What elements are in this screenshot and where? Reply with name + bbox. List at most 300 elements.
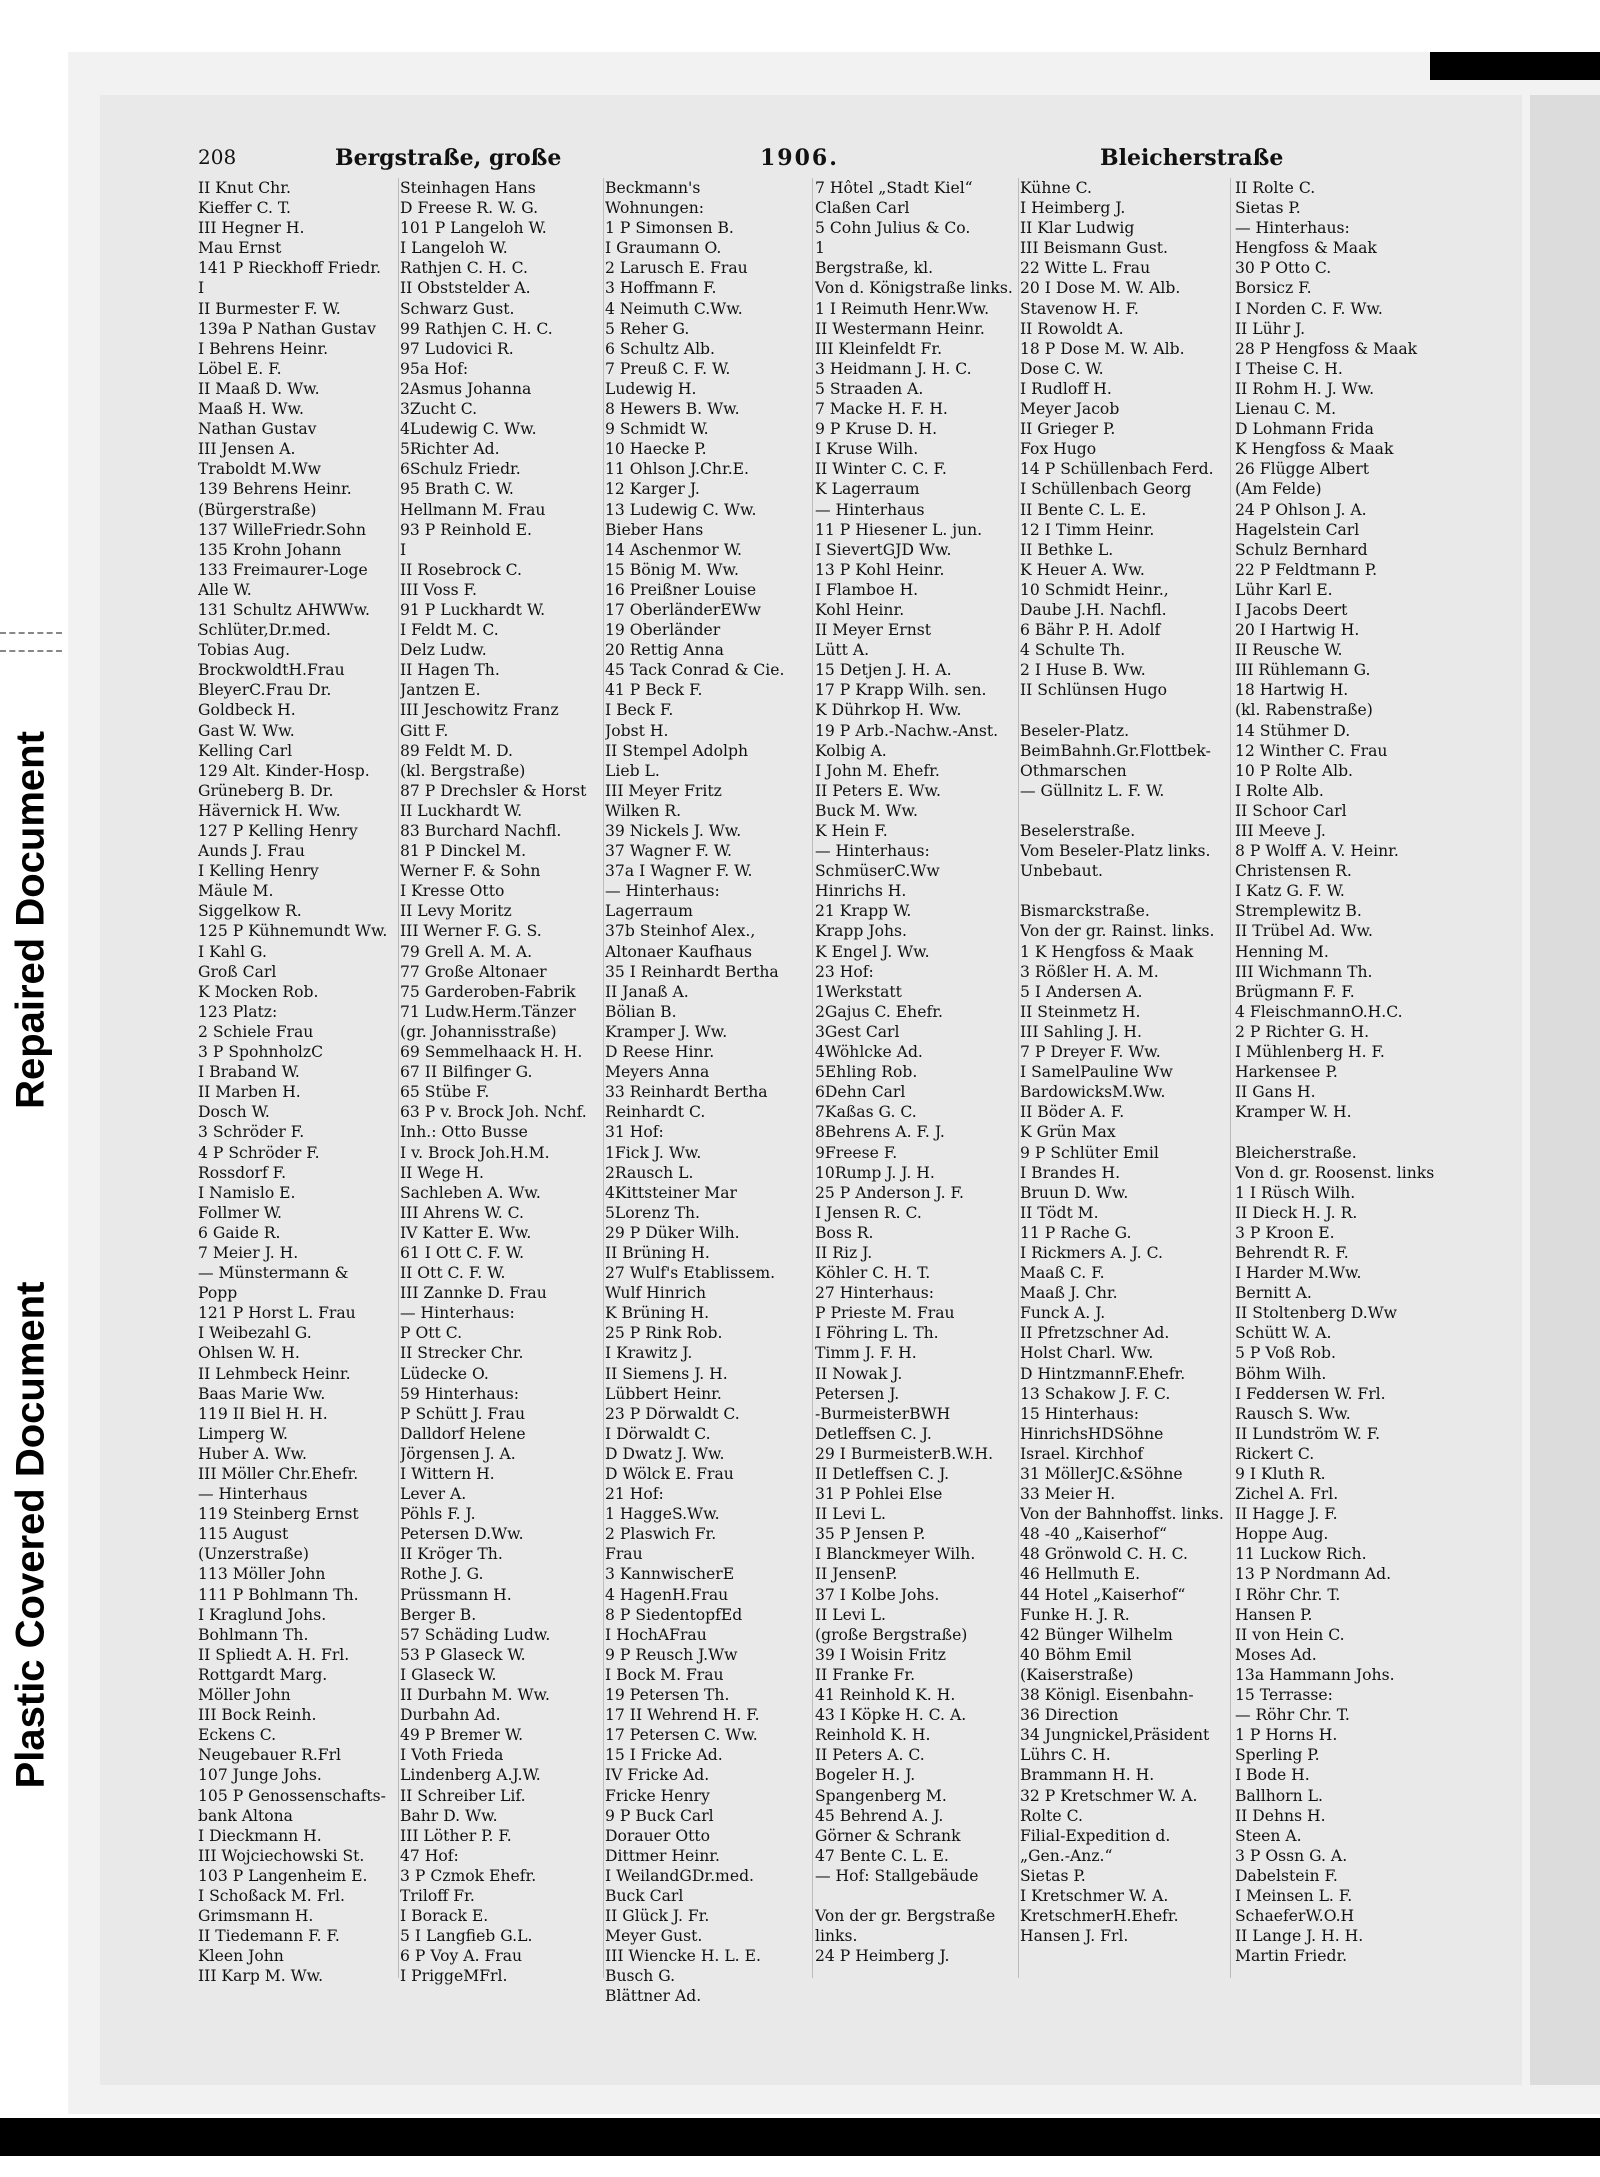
directory-entry: 79 Grell A. M. A.: [400, 942, 533, 961]
directory-entry: II Peters A. C.: [815, 1746, 925, 1765]
directory-entry: 9 I Kluth R.: [1235, 1465, 1326, 1483]
directory-entry: II Strecker Chr.: [400, 1344, 524, 1363]
directory-entry: 43 I Köpke H. C. A.: [815, 1706, 967, 1725]
directory-entry: 29 P Düker Wilh.: [605, 1223, 740, 1242]
directory-entry: Popp: [198, 1284, 238, 1303]
directory-entry: I Blanckmeyer Wilh.: [815, 1545, 976, 1564]
directory-entry: Lieb L.: [605, 761, 660, 780]
directory-entry: 19 Oberländer: [605, 621, 721, 640]
directory-entry: 7 P Dreyer F. Ww.: [1020, 1043, 1161, 1062]
directory-entry: Hansen P.: [1235, 1605, 1313, 1624]
directory-entry: 2Asmus Johanna: [400, 379, 532, 398]
directory-entry: Meyer Jacob: [1020, 400, 1120, 419]
directory-entry: 101 P Langeloh W.: [400, 219, 547, 238]
sidebar-separator: [0, 650, 62, 652]
directory-entry: Claßen Carl: [815, 199, 910, 218]
directory-entry: Detleffsen C. J.: [815, 1424, 932, 1443]
directory-entry: III Kleinfeldt Fr.: [815, 339, 943, 358]
directory-entry: II Maaß D. Ww.: [198, 379, 320, 398]
directory-entry: I Meinsen L. F.: [1235, 1886, 1353, 1905]
directory-entry: I Schüllenbach Georg: [1020, 480, 1192, 499]
directory-entry: I Heimberg J.: [1020, 199, 1126, 218]
directory-entry: Löbel E. F.: [198, 359, 282, 378]
directory-entry: II Winter C. C. F.: [815, 460, 947, 479]
directory-entry: 57 Schäding Ludw.: [400, 1625, 551, 1644]
directory-entry: — Hinterhaus: [198, 1485, 308, 1504]
directory-entry: I Jacobs Deert: [1235, 600, 1348, 619]
directory-entry: Kieffer C. T.: [198, 199, 291, 218]
directory-entry: 17 Petersen C. Ww.: [605, 1726, 758, 1745]
directory-entry: III Zannke D. Frau: [400, 1284, 547, 1303]
directory-entry: Schütt W. A.: [1235, 1324, 1332, 1343]
directory-entry: II Ott C. F. W.: [400, 1264, 506, 1283]
directory-entry: 7 Preuß C. F. W.: [605, 359, 731, 378]
directory-entry: 95a Hof:: [400, 359, 469, 378]
directory-entry: Berger B.: [400, 1605, 477, 1624]
directory-entry: Lever A.: [400, 1485, 467, 1504]
directory-entry: Bismarckstraße.: [1020, 902, 1150, 921]
directory-entry: Dose C. W.: [1020, 359, 1104, 378]
directory-entry: Bölian B.: [605, 1002, 677, 1021]
directory-entry: II Böder A. F.: [1020, 1103, 1125, 1122]
directory-entry: 2 Larusch E. Frau: [605, 259, 748, 278]
directory-entry: III Karp M. Ww.: [198, 1967, 324, 1986]
directory-entry: 41 P Beck F.: [605, 681, 703, 700]
directory-entry: II Tödt M.: [1020, 1203, 1099, 1222]
directory-entry: II Detleffsen C. J.: [815, 1465, 950, 1483]
directory-entry: 14 Aschenmor W.: [605, 540, 742, 559]
directory-entry: II Reusche W.: [1235, 641, 1343, 660]
directory-entry: HinrichsHDSöhne: [1020, 1424, 1164, 1443]
directory-entry: Kohl Heinr.: [815, 600, 905, 619]
directory-entry: 1 I Reimuth Henr.Ww.: [815, 299, 990, 318]
directory-entry: Behrendt R. F.: [1235, 1243, 1349, 1262]
directory-entry: III Wiencke H. L. E.: [605, 1947, 761, 1966]
directory-entry: III Jensen A.: [198, 440, 296, 459]
directory-entry: II Pfretzschner Ad.: [1020, 1324, 1170, 1343]
directory-entry: Boss R.: [815, 1223, 874, 1242]
directory-entry: Bogeler H. J.: [815, 1766, 916, 1785]
directory-entry: II Tiedemann F. F.: [198, 1927, 340, 1946]
directory-entry: 35 P Jensen P.: [815, 1525, 926, 1544]
directory-entry: II Bethke L.: [1020, 540, 1114, 559]
directory-entry: 5Lorenz Th.: [605, 1203, 700, 1222]
directory-entry: P Schütt J. Frau: [400, 1404, 526, 1423]
directory-entry: 12 Winther C. Frau: [1235, 741, 1388, 760]
directory-entry: II Schoor Carl: [1235, 801, 1347, 820]
directory-entry: I Föhring L. Th.: [815, 1324, 939, 1343]
directory-entry: I Rolte Alb.: [1235, 781, 1324, 800]
directory-entry: 45 Tack Conrad & Cie.: [605, 661, 785, 680]
directory-entry: -BurmeisterBWH: [815, 1404, 951, 1423]
directory-entry: 2 P Richter G. H.: [1235, 1022, 1370, 1041]
directory-entry: 9 P Reusch J.Ww: [605, 1645, 738, 1664]
directory-entry: Lübbert Heinr.: [605, 1384, 722, 1403]
directory-entry: II Rowoldt A.: [1020, 319, 1124, 338]
plastic-covered-label: Plastic Covered Document: [8, 1281, 53, 1789]
directory-entry: Huber A. Ww.: [198, 1444, 307, 1463]
directory-entry: K Engel J. Ww.: [815, 942, 930, 961]
directory-entry: 24 P Heimberg J.: [815, 1947, 950, 1966]
directory-entry: Beseler-Platz.: [1020, 721, 1130, 740]
directory-entry: K Dührkop H. Ww.: [815, 701, 962, 720]
directory-entry: 69 Semmelhaack H. H.: [400, 1043, 583, 1062]
directory-entry: Sachleben A. Ww.: [400, 1183, 541, 1202]
directory-entry: III Meeve J.: [1235, 822, 1326, 840]
directory-entry: Rausch S. Ww.: [1235, 1404, 1351, 1423]
directory-entry: 18 P Dose M. W. Alb.: [1020, 339, 1185, 358]
directory-entry: Mäule M.: [198, 882, 274, 901]
directory-entry: 139a P Nathan Gustav: [198, 319, 376, 338]
directory-entry: 26 Flügge Albert: [1235, 460, 1369, 479]
directory-entry: 135 Krohn Johann: [198, 540, 342, 559]
directory-entry: 39 Nickels J. Ww.: [605, 822, 742, 840]
directory-entry: I Voth Frieda: [400, 1746, 504, 1765]
directory-entry: 15 Terrasse:: [1235, 1686, 1333, 1705]
directory-entry: IV Fricke Ad.: [605, 1766, 710, 1785]
directory-entry: Zichel A. Frl.: [1235, 1485, 1339, 1504]
directory-entry: 3 P Kroon E.: [1235, 1223, 1335, 1242]
directory-entry: 18 Hartwig H.: [1235, 681, 1349, 700]
directory-entry: II Hagge J. F.: [1235, 1505, 1338, 1524]
directory-entry: 13 Ludewig C. Ww.: [605, 500, 757, 519]
directory-entry: Kelling Carl: [198, 741, 293, 760]
directory-entry: 3 P SpohnholzC: [198, 1043, 324, 1062]
directory-entry: I Kraglund Johs.: [198, 1605, 327, 1624]
directory-entry: Groß Carl: [198, 962, 277, 981]
directory-entry: II Luckhardt W.: [400, 801, 523, 820]
directory-entry: Kramper J. Ww.: [605, 1022, 728, 1041]
directory-entry: I Behrens Heinr.: [198, 339, 329, 358]
directory-entry: I Mühlenberg H. F.: [1235, 1043, 1385, 1062]
directory-entry: I WeilandGDr.med.: [605, 1866, 755, 1885]
directory-entry: 11 P Hiesener L. jun.: [815, 520, 983, 539]
directory-entry: Krapp Johs.: [815, 922, 907, 941]
directory-entry: 7 Meier J. H.: [198, 1243, 299, 1262]
directory-entry: 37 I Kolbe Johs.: [815, 1585, 940, 1604]
directory-entry: 89 Feldt M. D.: [400, 741, 513, 760]
directory-entry: 141 P Rieckhoff Friedr.: [198, 259, 381, 278]
directory-entry: I Beck F.: [605, 701, 674, 720]
directory-entry: — Röhr Chr. T.: [1235, 1706, 1350, 1725]
directory-entry: 20 I Dose M. W. Alb.: [1020, 279, 1181, 298]
directory-entry: Altonaer Kaufhaus: [605, 942, 753, 961]
directory-entry: I Feldt M. C.: [400, 621, 499, 640]
directory-entry: — Hof: Stallgebäude: [815, 1866, 979, 1885]
directory-entry: II Obststelder A.: [400, 279, 531, 298]
directory-entry: Maaß H. Ww.: [198, 400, 304, 419]
directory-entry: 2 I Huse B. Ww.: [1020, 661, 1146, 680]
directory-entry: 10 P Rolte Alb.: [1235, 761, 1354, 780]
directory-entry: Hengfoss & Maak: [1235, 239, 1377, 258]
directory-entry: — Hinterhaus: [815, 500, 925, 519]
directory-entry: Fox Hugo: [1020, 440, 1097, 459]
directory-entry: 2 Schiele Frau: [198, 1022, 314, 1041]
directory-entry: 19 Petersen Th.: [605, 1686, 730, 1705]
directory-entry: 9 Schmidt W.: [605, 420, 709, 439]
directory-entry: Filial-Expedition d.: [1020, 1826, 1171, 1845]
directory-entry: Durbahn Ad.: [400, 1706, 501, 1725]
directory-entry: Hoppe Aug.: [1235, 1525, 1329, 1544]
directory-entry: Daube J.H. Nachfl.: [1020, 600, 1167, 619]
directory-entry: „Gen.-Anz.“: [1020, 1846, 1113, 1865]
directory-entry: Buck Carl: [605, 1886, 684, 1905]
directory-entry: 17 P Krapp Wilh. sen.: [815, 681, 987, 700]
directory-entry: 5 I Langfieb G.L.: [400, 1927, 533, 1946]
directory-entry: I PriggeMFrl.: [400, 1967, 508, 1986]
directory-entry: 10 Haecke P.: [605, 440, 707, 459]
directory-entry: 14 Stühmer D.: [1235, 721, 1351, 740]
directory-entry: Othmarschen: [1020, 761, 1127, 780]
directory-entry: I Rickmers A. J. C.: [1020, 1243, 1163, 1262]
directory-entry: 8Behrens A. F. J.: [815, 1123, 945, 1142]
directory-entry: I v. Brock Joh.H.M.: [400, 1143, 550, 1162]
directory-entry: 3 Rößler H. A. M.: [1020, 962, 1159, 981]
directory-entry: Beckmann's: [605, 179, 701, 197]
directory-entry: III Löther P. F.: [400, 1826, 512, 1845]
directory-entry: Jörgensen J. A.: [400, 1444, 516, 1463]
directory-entry: Busch G.: [605, 1967, 676, 1986]
directory-entry: I Flamboe H.: [815, 580, 919, 599]
directory-entry: 34 Jungnickel,Präsident: [1020, 1726, 1210, 1745]
directory-entry: Von der gr. Bergstraße: [815, 1907, 996, 1926]
header-left-title: Bergstraße, große: [335, 145, 562, 171]
directory-entry: 9 P Kruse D. H.: [815, 420, 938, 439]
directory-entry: K Hengfoss & Maak: [1235, 440, 1394, 459]
directory-entry: 35 I Reinhardt Bertha: [605, 962, 779, 981]
directory-entry: bank Altona: [198, 1806, 293, 1825]
directory-entry: 4 HagenH.Frau: [605, 1585, 729, 1604]
directory-entry: Bergstraße, kl.: [815, 259, 934, 278]
directory-entry: III Beismann Gust.: [1020, 239, 1168, 258]
directory-entry: BeimBahnh.Gr.Flottbek-: [1020, 741, 1211, 760]
directory-entry: II Glück J. Fr.: [605, 1907, 710, 1926]
directory-entry: II Westermann Heinr.: [815, 319, 985, 338]
directory-entry: II Trübel Ad. Ww.: [1235, 922, 1373, 941]
directory-entry: Maaß J. Chr.: [1020, 1284, 1118, 1303]
directory-entry: 44 Hotel „Kaiserhof“: [1020, 1585, 1186, 1604]
directory-entry: Israel. Kirchhof: [1020, 1444, 1144, 1463]
directory-entry: 75 Garderoben-Fabrik: [400, 982, 576, 1001]
directory-entry: III Wichmann Th.: [1235, 962, 1373, 981]
directory-entry: 5 Straaden A.: [815, 379, 924, 398]
directory-entry: 4 FleischmannO.H.C.: [1235, 1002, 1403, 1021]
directory-entry: Von d. gr. Roosenst. links: [1235, 1163, 1435, 1182]
directory-entry: Wilken R.: [605, 801, 682, 820]
directory-entry: — Münstermann &: [198, 1264, 349, 1283]
directory-entry: Rolte C.: [1020, 1806, 1083, 1825]
directory-entry: I Borack E.: [400, 1907, 489, 1926]
directory-entry: [1020, 700, 1226, 720]
directory-entry: 81 P Dinckel M.: [400, 842, 527, 861]
directory-entry: Bohlmann Th.: [198, 1625, 309, 1644]
directory-entry: 22 Witte L. Frau: [1020, 259, 1151, 278]
directory-entry: 1 HaggeS.Ww.: [605, 1505, 720, 1524]
directory-entry: II Steinmetz H.: [1020, 1002, 1141, 1021]
directory-entry: II Rohm H. J. Ww.: [1235, 379, 1375, 398]
directory-entry: 77 Große Altonaer: [400, 962, 547, 981]
directory-entry: III Rühlemann G.: [1235, 661, 1371, 680]
directory-entry: 7 Macke H. F. H.: [815, 400, 948, 419]
directory-entry: 63 P v. Brock Joh. Nchf.: [400, 1103, 587, 1122]
directory-entry: I Bock M. Frau: [605, 1665, 724, 1684]
directory-entry: Frau: [605, 1545, 643, 1564]
directory-entry: 113 Möller John: [198, 1565, 326, 1584]
directory-entry: I Langeloh W.: [400, 239, 508, 258]
directory-entry: BardowicksM.Ww.: [1020, 1083, 1166, 1102]
directory-entry: 119 Steinberg Ernst: [198, 1505, 359, 1524]
header-right-title: Bleicherstraße: [1100, 145, 1284, 171]
page-number: 208: [198, 145, 237, 169]
directory-entry: — Güllnitz L. F. W.: [1020, 781, 1165, 800]
directory-entry: II Riz J.: [815, 1243, 873, 1262]
directory-entry: Jantzen E.: [400, 681, 481, 700]
directory-entry: 46 Hellmuth E.: [1020, 1565, 1141, 1584]
directory-entry: 49 P Bremer W.: [400, 1726, 524, 1745]
directory-entry: [815, 1886, 1020, 1906]
directory-entry: Aunds J. Frau: [198, 842, 305, 861]
directory-entry: 40 Böhm Emil: [1020, 1645, 1132, 1664]
directory-entry: Mau Ernst: [198, 239, 282, 258]
directory-entry: I Schoßack M. Frl.: [198, 1886, 345, 1905]
directory-entry: Unbebaut.: [1020, 862, 1103, 881]
directory-column-2: [400, 178, 620, 1986]
directory-entry: III Hegner H.: [198, 219, 305, 238]
directory-entry: 91 P Luckhardt W.: [400, 600, 546, 619]
directory-entry: Goldbeck H.: [198, 701, 296, 720]
directory-entry: Christensen R.: [1235, 862, 1352, 881]
directory-entry: 1Werkstatt: [815, 982, 902, 1001]
directory-entry: I Weibezahl G.: [198, 1324, 312, 1343]
directory-entry: Fricke Henry: [605, 1786, 710, 1805]
directory-entry: 119 II Biel H. H.: [198, 1404, 328, 1423]
directory-entry: K Hein F.: [815, 822, 888, 840]
directory-entry: 103 P Langenheim E.: [198, 1866, 368, 1885]
directory-entry: 9 P Buck Carl: [605, 1806, 714, 1825]
directory-entry: 36 Direction: [1020, 1706, 1119, 1725]
directory-entry: K Brüning H.: [605, 1304, 710, 1323]
directory-entry: [1020, 801, 1226, 821]
directory-entry: 61 I Ott C. F. W.: [400, 1243, 525, 1262]
directory-entry: Neugebauer R.Frl: [198, 1746, 342, 1765]
directory-entry: II Schreiber Lif.: [400, 1786, 526, 1805]
directory-entry: Tobias Aug.: [198, 641, 291, 660]
directory-entry: 5 I Andersen A.: [1020, 982, 1143, 1001]
directory-entry: 39 I Woisin Fritz: [815, 1645, 946, 1664]
directory-entry: BleyerC.Frau Dr.: [198, 681, 332, 700]
directory-entry: I Harder M.Ww.: [1235, 1264, 1362, 1283]
directory-entry: 71 Ludw.Herm.Tänzer: [400, 1002, 576, 1021]
directory-entry: Delz Ludw.: [400, 641, 487, 660]
directory-entry: 1 P Horns H.: [1235, 1726, 1338, 1745]
directory-entry: 6Schulz Friedr.: [400, 460, 521, 479]
directory-entry: Hinrichs H.: [815, 882, 907, 901]
directory-entry: BrockwoldtH.Frau: [198, 661, 345, 680]
directory-entry: Görner & Schrank: [815, 1826, 961, 1845]
directory-entry: II Lühr J.: [1235, 319, 1306, 338]
directory-entry: II von Hein C.: [1235, 1625, 1345, 1644]
directory-entry: (kl. Bergstraße): [400, 761, 526, 780]
directory-entry: I Jensen R. C.: [815, 1203, 922, 1222]
directory-entry: II Burmester F. W.: [198, 299, 341, 318]
directory-entry: I SamelPauline Ww: [1020, 1063, 1173, 1082]
page-header: [100, 145, 1522, 175]
directory-entry: 25 P Rink Rob.: [605, 1324, 723, 1343]
directory-entry: 23 P Dörwaldt C.: [605, 1404, 740, 1423]
directory-entry: III Möller Chr.Ehefr.: [198, 1465, 359, 1483]
directory-entry: 37b Steinhof Alex.,: [605, 922, 756, 941]
directory-entry: Möller John: [198, 1686, 291, 1705]
directory-column-6: [1235, 178, 1435, 1966]
directory-entry: II Kröger Th.: [400, 1545, 503, 1564]
directory-entry: 2Rausch L.: [605, 1163, 694, 1182]
directory-entry: I Dörwaldt C.: [605, 1424, 711, 1443]
directory-entry: Follmer W.: [198, 1203, 283, 1222]
directory-entry: Moses Ad.: [1235, 1645, 1317, 1664]
directory-entry: Lühr Karl E.: [1235, 580, 1333, 599]
directory-entry: 127 P Kelling Henry: [198, 822, 358, 840]
directory-entry: 38 Königl. Eisenbahn-: [1020, 1686, 1194, 1705]
directory-entry: (Bürgerstraße): [198, 500, 317, 519]
directory-entry: 10 Schmidt Heinr.,: [1020, 580, 1169, 599]
directory-entry: Rothe J. G.: [400, 1565, 484, 1584]
directory-entry: 23 Hof:: [815, 962, 874, 981]
directory-entry: 4 Schulte Th.: [1020, 641, 1126, 660]
directory-entry: 13 P Kohl Heinr.: [815, 560, 945, 579]
directory-entry: 32 P Kretschmer W. A.: [1020, 1786, 1198, 1805]
directory-entry: I Krawitz J.: [605, 1344, 693, 1363]
directory-entry: II Lehmbeck Heinr.: [198, 1364, 351, 1383]
directory-entry: Kolbig A.: [815, 741, 887, 760]
directory-entry: II Klar Ludwig: [1020, 219, 1135, 238]
directory-entry: II Knut Chr.: [198, 179, 291, 197]
directory-entry: 27 Hinterhaus:: [815, 1284, 935, 1303]
directory-entry: Dalldorf Helene: [400, 1424, 526, 1443]
directory-entry: K Heuer A. Ww.: [1020, 560, 1145, 579]
directory-entry: K Grün Max: [1020, 1123, 1116, 1142]
directory-entry: links.: [815, 1927, 858, 1946]
directory-entry: D Freese R. W. G.: [400, 199, 539, 218]
directory-entry: 5 P Voß Rob.: [1235, 1344, 1336, 1363]
directory-entry: 41 Reinhold K. H.: [815, 1686, 956, 1705]
directory-entry: 59 Hinterhaus:: [400, 1384, 520, 1403]
directory-entry: I Wittern H.: [400, 1465, 495, 1483]
directory-entry: II Siemens J. H.: [605, 1364, 728, 1383]
directory-entry: II Levi L.: [815, 1605, 886, 1624]
directory-entry: Kramper W. H.: [1235, 1103, 1352, 1122]
directory-entry: KretschmerH.Ehefr.: [1020, 1907, 1179, 1926]
directory-entry: II Stempel Adolph: [605, 741, 749, 760]
directory-entry: 47 Bente C. L. E.: [815, 1846, 949, 1865]
directory-entry: 93 P Reinhold E.: [400, 520, 532, 539]
directory-entry: Bahr D. Ww.: [400, 1806, 498, 1825]
directory-entry: 7 Hôtel „Stadt Kiel“: [815, 179, 973, 197]
directory-entry: Rickert C.: [1235, 1444, 1315, 1463]
directory-entry: Rossdorf F.: [198, 1163, 287, 1182]
directory-entry: II Schlünsen Hugo: [1020, 681, 1168, 700]
directory-entry: I Bode H.: [1235, 1766, 1310, 1785]
directory-entry: I HochAFrau: [605, 1625, 707, 1644]
directory-entry: 3 KannwischerE: [605, 1565, 735, 1584]
directory-entry: 125 P Kühnemundt Ww.: [198, 922, 388, 941]
directory-entry: Sietas P.: [1020, 1866, 1086, 1885]
directory-entry: (Unzerstraße): [198, 1545, 309, 1564]
directory-entry: (gr. Johannisstraße): [400, 1022, 557, 1041]
directory-entry: Martin Friedr.: [1235, 1947, 1348, 1966]
sidebar: [0, 0, 62, 2177]
scan-edge-top: [1430, 52, 1600, 80]
directory-entry: II Lange J. H. H.: [1235, 1927, 1364, 1946]
